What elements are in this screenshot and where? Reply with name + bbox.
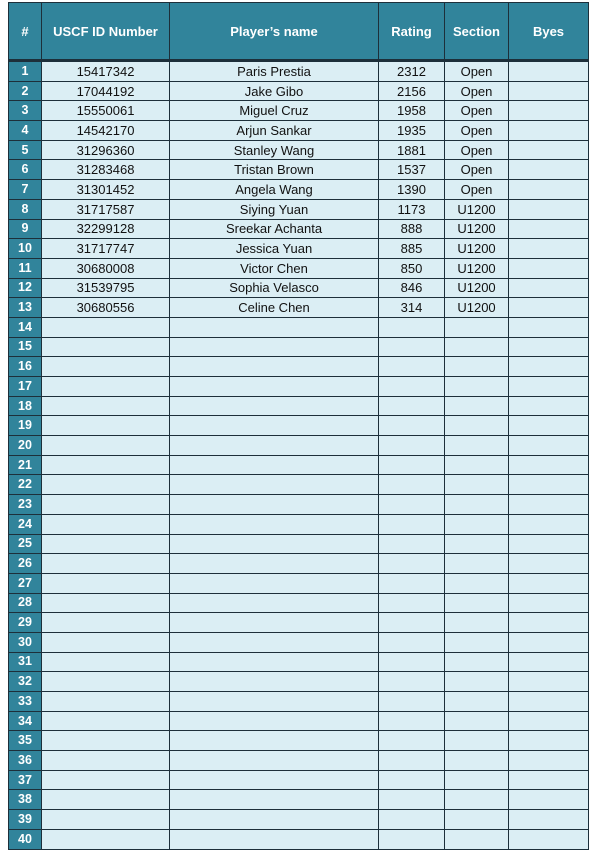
- rating-cell: [379, 751, 445, 771]
- byes-cell: [509, 692, 589, 712]
- section-cell: Open: [445, 160, 509, 180]
- uscf-id-cell: [42, 475, 170, 495]
- byes-cell: [509, 514, 589, 534]
- rating-cell: [379, 829, 445, 849]
- uscf-id-cell: [42, 672, 170, 692]
- row-number-cell: 28: [9, 593, 42, 613]
- rating-cell: 2156: [379, 81, 445, 101]
- uscf-id-cell: [42, 810, 170, 830]
- player-name-cell: [170, 731, 379, 751]
- byes-cell: [509, 613, 589, 633]
- rating-cell: [379, 475, 445, 495]
- rating-cell: 888: [379, 219, 445, 239]
- section-cell: [445, 829, 509, 849]
- section-cell: [445, 692, 509, 712]
- uscf-id-cell: [42, 711, 170, 731]
- rating-cell: [379, 810, 445, 830]
- byes-cell: [509, 337, 589, 357]
- rating-cell: [379, 770, 445, 790]
- player-name-cell: Victor Chen: [170, 258, 379, 278]
- table-header-row: [9, 3, 589, 61]
- table-row: [9, 692, 589, 712]
- row-number-cell: 2: [9, 81, 42, 101]
- byes-cell: [509, 396, 589, 416]
- table-row: [9, 337, 589, 357]
- uscf-id-cell: [42, 337, 170, 357]
- byes-cell: [509, 101, 589, 121]
- rating-cell: [379, 790, 445, 810]
- uscf-id-cell: [42, 396, 170, 416]
- header-player-name: Player’s name: [170, 3, 379, 61]
- table-row: [9, 396, 589, 416]
- row-number-cell: 33: [9, 692, 42, 712]
- section-cell: Open: [445, 81, 509, 101]
- byes-cell: [509, 258, 589, 278]
- row-number-cell: 34: [9, 711, 42, 731]
- player-name-cell: [170, 495, 379, 515]
- uscf-id-cell: 31717747: [42, 239, 170, 259]
- section-cell: [445, 495, 509, 515]
- uscf-id-cell: [42, 829, 170, 849]
- player-name-cell: [170, 751, 379, 771]
- row-number-cell: 17: [9, 377, 42, 397]
- row-number-cell: 23: [9, 495, 42, 515]
- rating-cell: [379, 416, 445, 436]
- rating-cell: [379, 731, 445, 751]
- table-row: [9, 199, 589, 219]
- byes-cell: [509, 416, 589, 436]
- row-number-cell: 26: [9, 554, 42, 574]
- player-name-cell: Sophia Velasco: [170, 278, 379, 298]
- byes-cell: [509, 61, 589, 82]
- byes-cell: [509, 534, 589, 554]
- player-name-cell: Celine Chen: [170, 298, 379, 318]
- player-name-cell: [170, 790, 379, 810]
- uscf-id-cell: 15417342: [42, 61, 170, 82]
- row-number-cell: 36: [9, 751, 42, 771]
- uscf-id-cell: [42, 632, 170, 652]
- section-cell: Open: [445, 61, 509, 82]
- player-name-cell: [170, 711, 379, 731]
- table-row: [9, 317, 589, 337]
- table-row: [9, 672, 589, 692]
- section-cell: [445, 455, 509, 475]
- uscf-id-cell: [42, 455, 170, 475]
- table-row: [9, 298, 589, 318]
- table-row: [9, 219, 589, 239]
- table-row: [9, 495, 589, 515]
- uscf-id-cell: 17044192: [42, 81, 170, 101]
- player-name-cell: [170, 396, 379, 416]
- uscf-id-cell: [42, 416, 170, 436]
- section-cell: [445, 337, 509, 357]
- row-number-cell: 39: [9, 810, 42, 830]
- player-name-cell: [170, 357, 379, 377]
- rating-cell: [379, 396, 445, 416]
- uscf-id-cell: 15550061: [42, 101, 170, 121]
- byes-cell: [509, 810, 589, 830]
- rating-cell: 1390: [379, 180, 445, 200]
- byes-cell: [509, 199, 589, 219]
- byes-cell: [509, 652, 589, 672]
- table-row: [9, 101, 589, 121]
- byes-cell: [509, 278, 589, 298]
- rating-cell: 2312: [379, 61, 445, 82]
- row-number-cell: 25: [9, 534, 42, 554]
- rating-cell: [379, 711, 445, 731]
- row-number-cell: 32: [9, 672, 42, 692]
- byes-cell: [509, 180, 589, 200]
- table-row: [9, 377, 589, 397]
- table-row: [9, 711, 589, 731]
- row-number-cell: 35: [9, 731, 42, 751]
- player-name-cell: Tristan Brown: [170, 160, 379, 180]
- section-cell: [445, 377, 509, 397]
- uscf-id-cell: [42, 593, 170, 613]
- rating-cell: 885: [379, 239, 445, 259]
- rating-cell: [379, 632, 445, 652]
- row-number-cell: 40: [9, 829, 42, 849]
- byes-cell: [509, 121, 589, 141]
- table-row: [9, 416, 589, 436]
- row-number-cell: 24: [9, 514, 42, 534]
- section-cell: [445, 317, 509, 337]
- byes-cell: [509, 731, 589, 751]
- uscf-id-cell: 14542170: [42, 121, 170, 141]
- uscf-id-cell: [42, 534, 170, 554]
- player-name-cell: [170, 692, 379, 712]
- row-number-cell: 38: [9, 790, 42, 810]
- byes-cell: [509, 790, 589, 810]
- byes-cell: [509, 711, 589, 731]
- uscf-id-cell: [42, 436, 170, 456]
- rating-cell: 1537: [379, 160, 445, 180]
- section-cell: [445, 416, 509, 436]
- section-cell: U1200: [445, 239, 509, 259]
- row-number-cell: 7: [9, 180, 42, 200]
- player-name-cell: [170, 632, 379, 652]
- byes-cell: [509, 632, 589, 652]
- rating-cell: [379, 534, 445, 554]
- table-row: [9, 534, 589, 554]
- rating-cell: [379, 436, 445, 456]
- row-number-cell: 5: [9, 140, 42, 160]
- player-name-cell: [170, 514, 379, 534]
- table-row: [9, 121, 589, 141]
- byes-cell: [509, 495, 589, 515]
- section-cell: [445, 396, 509, 416]
- uscf-id-cell: [42, 377, 170, 397]
- section-cell: [445, 751, 509, 771]
- table-row: [9, 573, 589, 593]
- uscf-id-cell: 32299128: [42, 219, 170, 239]
- section-cell: [445, 731, 509, 751]
- rating-cell: [379, 554, 445, 574]
- byes-cell: [509, 672, 589, 692]
- rating-cell: [379, 593, 445, 613]
- player-name-cell: [170, 436, 379, 456]
- table-row: [9, 278, 589, 298]
- player-name-cell: [170, 829, 379, 849]
- row-number-cell: 15: [9, 337, 42, 357]
- player-name-cell: [170, 317, 379, 337]
- row-number-cell: 18: [9, 396, 42, 416]
- byes-cell: [509, 298, 589, 318]
- player-name-cell: [170, 337, 379, 357]
- section-cell: U1200: [445, 298, 509, 318]
- byes-cell: [509, 140, 589, 160]
- table-row: [9, 61, 589, 82]
- byes-cell: [509, 455, 589, 475]
- player-name-cell: [170, 810, 379, 830]
- uscf-id-cell: [42, 554, 170, 574]
- byes-cell: [509, 377, 589, 397]
- section-cell: [445, 711, 509, 731]
- rating-cell: [379, 652, 445, 672]
- table-row: [9, 810, 589, 830]
- player-name-cell: Siying Yuan: [170, 199, 379, 219]
- row-number-cell: 22: [9, 475, 42, 495]
- table-row: [9, 357, 589, 377]
- row-number-cell: 30: [9, 632, 42, 652]
- row-number-cell: 10: [9, 239, 42, 259]
- section-cell: Open: [445, 140, 509, 160]
- player-name-cell: [170, 593, 379, 613]
- player-name-cell: Jake Gibo: [170, 81, 379, 101]
- table-row: [9, 613, 589, 633]
- player-name-cell: [170, 613, 379, 633]
- player-name-cell: [170, 672, 379, 692]
- byes-cell: [509, 770, 589, 790]
- uscf-id-cell: [42, 751, 170, 771]
- table-row: [9, 239, 589, 259]
- row-number-cell: 37: [9, 770, 42, 790]
- player-name-cell: Stanley Wang: [170, 140, 379, 160]
- row-number-cell: 29: [9, 613, 42, 633]
- byes-cell: [509, 436, 589, 456]
- uscf-id-cell: 30680556: [42, 298, 170, 318]
- table-row: [9, 554, 589, 574]
- table-row: [9, 731, 589, 751]
- player-name-cell: [170, 652, 379, 672]
- table-row: [9, 81, 589, 101]
- section-cell: [445, 554, 509, 574]
- table-row: [9, 770, 589, 790]
- table-row: [9, 455, 589, 475]
- byes-cell: [509, 554, 589, 574]
- player-roster-sheet: [8, 2, 588, 850]
- row-number-cell: 13: [9, 298, 42, 318]
- rating-cell: 850: [379, 258, 445, 278]
- byes-cell: [509, 81, 589, 101]
- byes-cell: [509, 160, 589, 180]
- section-cell: [445, 593, 509, 613]
- byes-cell: [509, 829, 589, 849]
- uscf-id-cell: [42, 652, 170, 672]
- section-cell: [445, 810, 509, 830]
- player-name-cell: Miguel Cruz: [170, 101, 379, 121]
- section-cell: [445, 436, 509, 456]
- player-name-cell: [170, 770, 379, 790]
- uscf-id-cell: 31283468: [42, 160, 170, 180]
- uscf-id-cell: [42, 770, 170, 790]
- player-name-cell: [170, 534, 379, 554]
- section-cell: [445, 790, 509, 810]
- section-cell: Open: [445, 180, 509, 200]
- rating-cell: [379, 357, 445, 377]
- table-row: [9, 652, 589, 672]
- player-name-cell: [170, 573, 379, 593]
- player-name-cell: Sreekar Achanta: [170, 219, 379, 239]
- header-rating: Rating: [379, 3, 445, 61]
- byes-cell: [509, 573, 589, 593]
- row-number-cell: 12: [9, 278, 42, 298]
- rating-cell: [379, 495, 445, 515]
- uscf-id-cell: [42, 514, 170, 534]
- rating-cell: [379, 337, 445, 357]
- byes-cell: [509, 219, 589, 239]
- player-name-cell: Arjun Sankar: [170, 121, 379, 141]
- row-number-cell: 3: [9, 101, 42, 121]
- row-number-cell: 6: [9, 160, 42, 180]
- section-cell: [445, 672, 509, 692]
- row-number-cell: 20: [9, 436, 42, 456]
- player-name-cell: [170, 455, 379, 475]
- uscf-id-cell: [42, 731, 170, 751]
- uscf-id-cell: [42, 790, 170, 810]
- section-cell: Open: [445, 101, 509, 121]
- byes-cell: [509, 317, 589, 337]
- section-cell: U1200: [445, 199, 509, 219]
- player-name-cell: Paris Prestia: [170, 61, 379, 82]
- rating-cell: [379, 573, 445, 593]
- uscf-id-cell: [42, 692, 170, 712]
- player-name-cell: [170, 377, 379, 397]
- header-number: #: [9, 3, 42, 61]
- table-row: [9, 436, 589, 456]
- table-row: [9, 475, 589, 495]
- section-cell: [445, 770, 509, 790]
- section-cell: Open: [445, 121, 509, 141]
- header-byes: Byes: [509, 3, 589, 61]
- table-row: [9, 593, 589, 613]
- section-cell: [445, 534, 509, 554]
- uscf-id-cell: 31301452: [42, 180, 170, 200]
- uscf-id-cell: 30680008: [42, 258, 170, 278]
- section-cell: U1200: [445, 258, 509, 278]
- section-cell: [445, 514, 509, 534]
- uscf-id-cell: [42, 357, 170, 377]
- rating-cell: 1935: [379, 121, 445, 141]
- row-number-cell: 9: [9, 219, 42, 239]
- player-roster-table: [8, 2, 589, 850]
- byes-cell: [509, 239, 589, 259]
- player-name-cell: [170, 554, 379, 574]
- rating-cell: [379, 672, 445, 692]
- uscf-id-cell: 31539795: [42, 278, 170, 298]
- rating-cell: [379, 317, 445, 337]
- table-row: [9, 258, 589, 278]
- uscf-id-cell: 31296360: [42, 140, 170, 160]
- byes-cell: [509, 475, 589, 495]
- rating-cell: [379, 455, 445, 475]
- section-cell: U1200: [445, 278, 509, 298]
- byes-cell: [509, 593, 589, 613]
- rating-cell: [379, 613, 445, 633]
- rating-cell: 314: [379, 298, 445, 318]
- player-name-cell: [170, 475, 379, 495]
- rating-cell: [379, 514, 445, 534]
- row-number-cell: 8: [9, 199, 42, 219]
- table-row: [9, 160, 589, 180]
- player-name-cell: Jessica Yuan: [170, 239, 379, 259]
- section-cell: [445, 652, 509, 672]
- table-row: [9, 514, 589, 534]
- table-row: [9, 140, 589, 160]
- player-name-cell: Angela Wang: [170, 180, 379, 200]
- player-name-cell: [170, 416, 379, 436]
- header-section: Section: [445, 3, 509, 61]
- row-number-cell: 27: [9, 573, 42, 593]
- byes-cell: [509, 357, 589, 377]
- table-row: [9, 790, 589, 810]
- section-cell: [445, 632, 509, 652]
- uscf-id-cell: [42, 495, 170, 515]
- section-cell: [445, 613, 509, 633]
- table-row: [9, 180, 589, 200]
- table-row: [9, 751, 589, 771]
- uscf-id-cell: [42, 573, 170, 593]
- row-number-cell: 1: [9, 61, 42, 82]
- byes-cell: [509, 751, 589, 771]
- row-number-cell: 4: [9, 121, 42, 141]
- roster-body: [9, 61, 589, 850]
- table-row: [9, 632, 589, 652]
- rating-cell: 1881: [379, 140, 445, 160]
- rating-cell: 846: [379, 278, 445, 298]
- table-row: [9, 829, 589, 849]
- section-cell: U1200: [445, 219, 509, 239]
- rating-cell: 1173: [379, 199, 445, 219]
- rating-cell: 1958: [379, 101, 445, 121]
- uscf-id-cell: [42, 613, 170, 633]
- row-number-cell: 31: [9, 652, 42, 672]
- row-number-cell: 16: [9, 357, 42, 377]
- rating-cell: [379, 377, 445, 397]
- header-uscf-id: USCF ID Number: [42, 3, 170, 61]
- uscf-id-cell: [42, 317, 170, 337]
- row-number-cell: 21: [9, 455, 42, 475]
- section-cell: [445, 357, 509, 377]
- section-cell: [445, 573, 509, 593]
- row-number-cell: 19: [9, 416, 42, 436]
- row-number-cell: 14: [9, 317, 42, 337]
- uscf-id-cell: 31717587: [42, 199, 170, 219]
- row-number-cell: 11: [9, 258, 42, 278]
- rating-cell: [379, 692, 445, 712]
- section-cell: [445, 475, 509, 495]
